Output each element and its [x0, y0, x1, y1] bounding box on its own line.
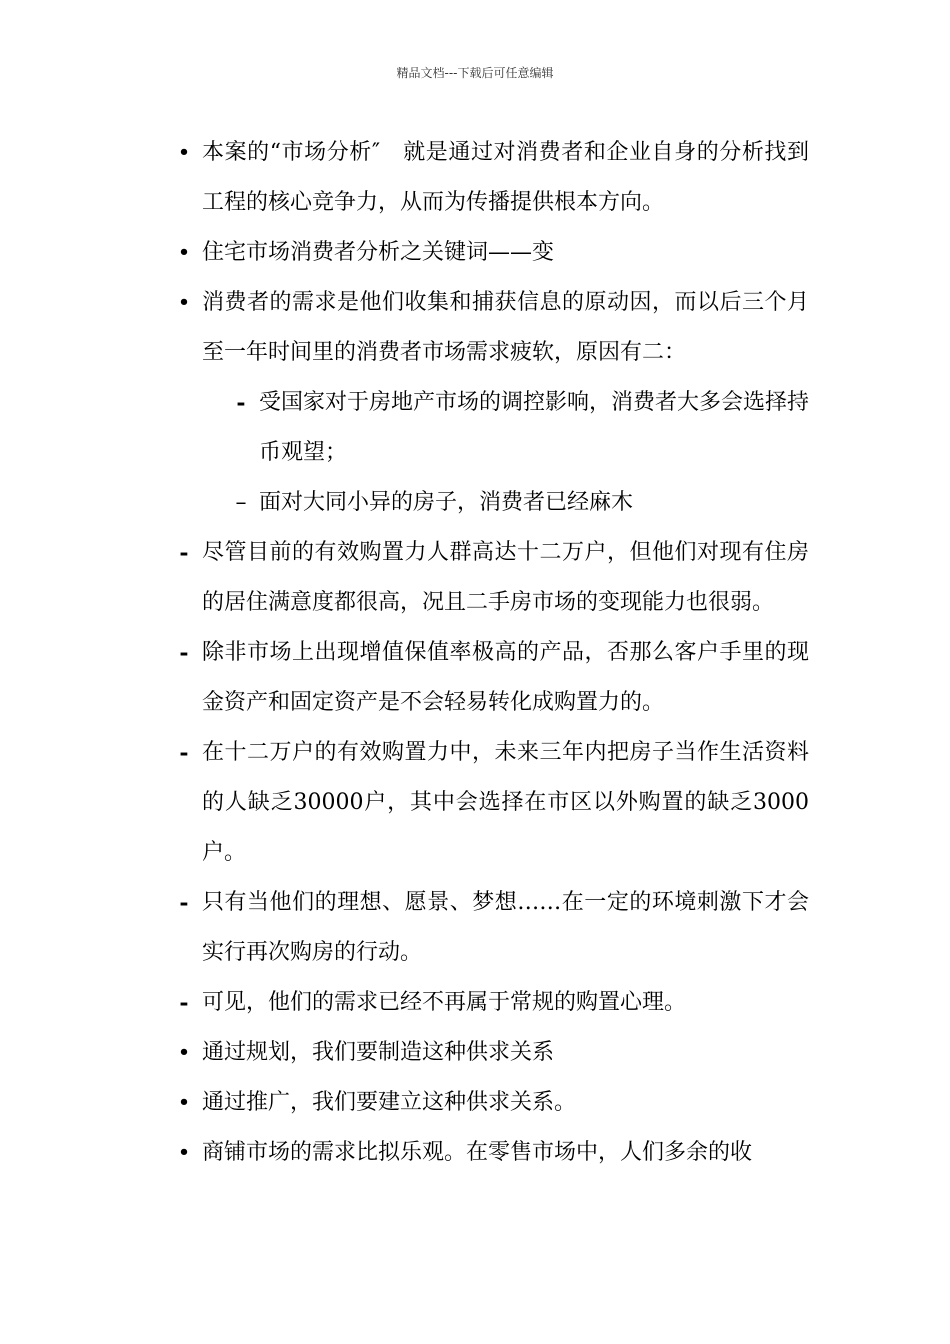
- dash-marker: –: [235, 490, 247, 515]
- list-item: [179, 978, 809, 1028]
- list-item-text: 通过规划，我们要制造这种供求关系: [202, 1040, 555, 1065]
- sub-list-item: [235, 478, 809, 528]
- bullet-marker: •: [178, 242, 190, 263]
- bullet-marker: •: [178, 1142, 190, 1163]
- list-item: [178, 1078, 809, 1128]
- list-item-text: 通过推广，我们要建立这种供求关系。: [202, 1090, 577, 1115]
- list-item-text: 商铺市场的需求比拟乐观。在零售市场中，人们多余的收: [202, 1140, 753, 1165]
- list-item: [178, 278, 809, 378]
- bullet-marker: •: [178, 142, 190, 163]
- list-item: [179, 878, 809, 978]
- dash-marker: -: [179, 740, 189, 766]
- dash-marker: -: [179, 890, 189, 916]
- list-item-text: 除非市场上出现增值保值率极高的产品，否那么客户手里的现金资产和固定资产是不会轻易转化成购置力的。: [202, 640, 809, 715]
- list-item-text: 消费者的需求是他们收集和捕获信息的原动因，而以后三个月至一年时间里的消费者市场需求疲软，原因有二：: [202, 290, 809, 365]
- dash-marker: -: [236, 390, 246, 416]
- list-item-text: 本案的“市场分析″ 就是通过对消费者和企业自身的分析找到工程的核心竞争力，从而为传播提供根本方向。: [202, 140, 809, 215]
- dash-marker: -: [179, 990, 189, 1016]
- list-item: [179, 628, 809, 728]
- bullet-marker: •: [178, 1092, 190, 1113]
- list-item-text: 只有当他们的理想、愿景、梦想……在一定的环境刺激下才会实行再次购房的行动。: [202, 890, 809, 965]
- dash-marker: -: [179, 540, 189, 566]
- sub-list-item: [236, 378, 810, 478]
- bullet-marker: •: [178, 292, 190, 313]
- list-item: [179, 528, 809, 628]
- dash-marker: -: [179, 640, 189, 666]
- list-item: [178, 1128, 809, 1178]
- list-item-text: 可见，他们的需求已经不再属于常规的购置心理。: [202, 990, 687, 1015]
- document-body: [0, 128, 950, 1178]
- list-item-text: 面对大同小异的房子，消费者已经麻木: [259, 490, 634, 515]
- list-item-text: 尽管目前的有效购置力人群高达十二万户，但他们对现有住房的居住满意度都很高，况且二手房市场的变现能力也很弱。: [202, 540, 809, 615]
- list-item-text: 住宅市场消费者分析之关键词——变: [202, 240, 555, 265]
- list-item: [178, 128, 809, 228]
- list-item-text: 在十二万户的有效购置力中，未来三年内把房子当作生活资料的人缺乏30000户，其中会选择在市区以外购置的缺乏3000户。: [202, 740, 809, 865]
- list-item: [179, 728, 809, 878]
- list-item: [178, 1028, 809, 1078]
- list-item-text: 受国家对于房地产市场的调控影响，消费者大多会选择持币观望；: [259, 390, 810, 465]
- page-header: 精品文档---下载后可任意编辑: [396, 66, 554, 80]
- bullet-marker: •: [178, 1042, 190, 1063]
- list-item: [178, 228, 809, 278]
